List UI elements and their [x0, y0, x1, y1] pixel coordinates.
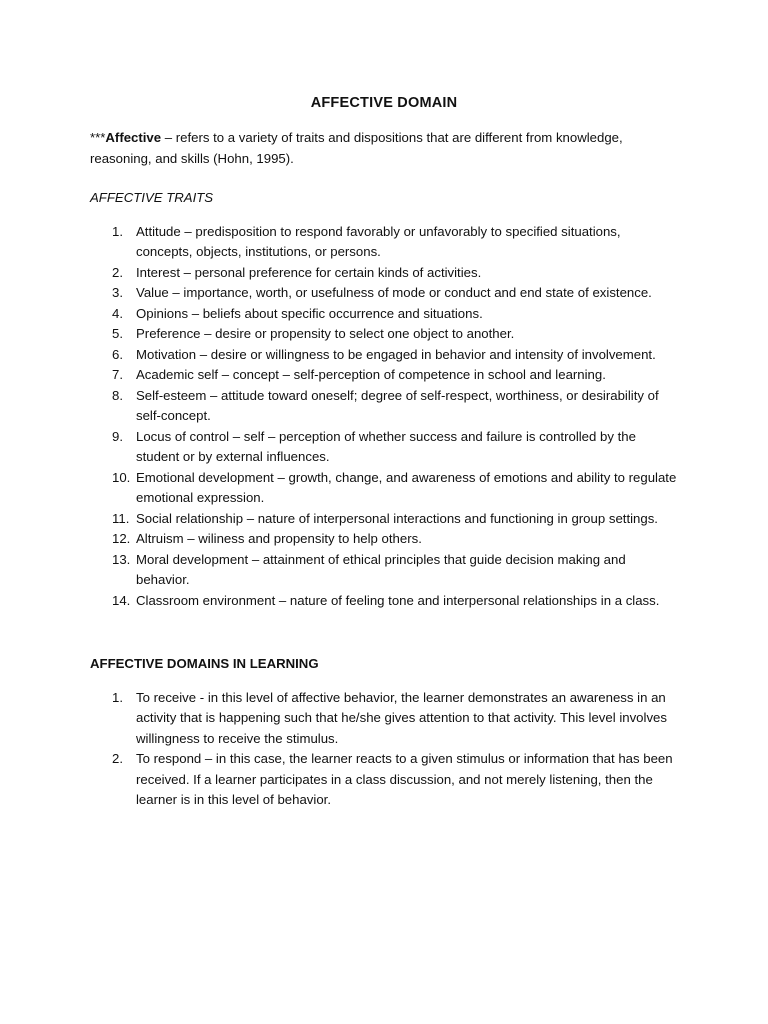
list-item-text: Opinions – beliefs about specific occurrence and situations.	[136, 305, 483, 321]
list-item-number: 4.	[112, 305, 123, 321]
trait-item	[90, 345, 680, 366]
list-item-text: Preference – desire or propensity to select one object to another.	[136, 326, 515, 341]
list-item-text: Emotional development – growth, change, and awareness of emotions and ability to regulate emotional expression.	[136, 469, 677, 505]
intro-paragraph	[90, 128, 680, 169]
list-item-text: Self-esteem – attitude toward oneself; degree of self-respect, worthiness, or desirability of self-concept.	[136, 387, 659, 423]
trait-item	[90, 427, 680, 468]
trait-item	[90, 591, 680, 612]
learning-heading: AFFECTIVE DOMAINS IN LEARNING	[90, 656, 319, 671]
document-body	[90, 128, 680, 811]
trait-item	[90, 222, 680, 263]
intro-prefix: ***	[90, 130, 106, 145]
list-item-number: 3.	[112, 285, 123, 300]
list-item-text: Social relationship – nature of interpersonal interactions and functioning in group settings.	[136, 510, 658, 526]
trait-item	[90, 263, 680, 284]
list-item-number: 2.	[112, 264, 123, 280]
list-item-number: 8.	[112, 387, 123, 403]
list-item-number: 1.	[112, 223, 123, 239]
list-item-number: 9.	[112, 428, 123, 444]
list-item-text: To respond – in this case, the learner reacts to a given stimulus or information that has been received. If a learner participates in a class discussion, and not merely listening, then the learner is in this level of behavior.	[136, 751, 673, 807]
list-item-number: 7.	[112, 367, 123, 382]
list-item-number: 12.	[112, 531, 131, 546]
trait-item	[90, 550, 680, 591]
list-item-text: Locus of control – self – perception of whether success and failure is controlled by the student or by external influences.	[136, 428, 636, 464]
list-item-number: 13.	[112, 551, 131, 567]
list-item-number: 1.	[112, 689, 123, 705]
trait-item	[90, 509, 680, 530]
trait-item	[90, 365, 680, 386]
list-item-number: 2.	[112, 751, 123, 766]
trait-item	[90, 283, 680, 304]
trait-item	[90, 304, 680, 325]
intro-term: Affective	[105, 130, 162, 145]
list-item-number: 11.	[112, 510, 130, 526]
intro-text: – refers to a variety of traits and dispositions that are different from knowledge, reasoning, and skills (Hohn, 1995).	[90, 130, 623, 166]
list-item-text: Altruism – wiliness and propensity to help others.	[136, 531, 422, 546]
learning-list	[90, 688, 680, 811]
list-item-number: 5.	[112, 326, 123, 341]
learning-item	[90, 749, 680, 811]
list-item-number: 14.	[112, 592, 131, 608]
list-item-text: Academic self – concept – self-perception of competence in school and learning.	[136, 367, 606, 382]
traits-list	[90, 222, 680, 612]
trait-item	[90, 386, 680, 427]
list-item-text: Classroom environment – nature of feeling tone and interpersonal relationships in a class.	[136, 592, 660, 608]
list-item-number: 6.	[112, 346, 123, 362]
learning-item	[90, 688, 680, 750]
traits-heading: AFFECTIVE TRAITS	[90, 190, 214, 205]
list-item-text: Attitude – predisposition to respond favorably or unfavorably to specified situations, concepts, objects, institutions, or persons.	[136, 223, 621, 259]
trait-item	[90, 324, 680, 345]
trait-item	[90, 529, 680, 550]
list-item-text: Motivation – desire or willingness to be engaged in behavior and intensity of involvement.	[136, 346, 656, 362]
list-item-text: Moral development – attainment of ethical principles that guide decision making and behavior.	[136, 551, 626, 587]
list-item-text: Value – importance, worth, or usefulness of mode or conduct and end state of existence.	[136, 285, 652, 300]
page-title: AFFECTIVE DOMAIN	[310, 95, 458, 111]
list-item-text: To receive - in this level of affective behavior, the learner demonstrates an awareness in an activity that is happening such that he/she gives attention to that activity. This level involves willingness to receive the stimulus.	[136, 689, 667, 746]
trait-item	[90, 468, 680, 509]
list-item-text: Interest – personal preference for certain kinds of activities.	[136, 264, 482, 280]
list-item-number: 10.	[112, 469, 131, 485]
